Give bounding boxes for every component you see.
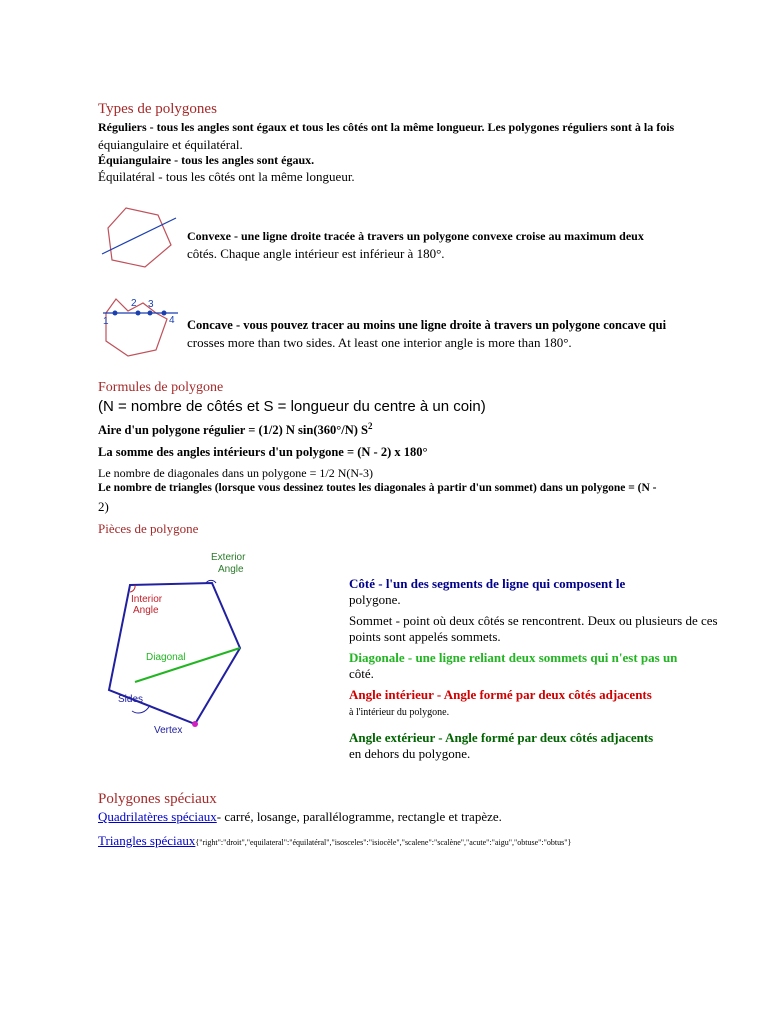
side-bold: Côté - l'un des segments de ligne qui composent le — [349, 576, 626, 591]
exterior-angle-label-2: Angle — [218, 564, 244, 575]
exterior-bold: Angle extérieur - Angle formé par deux côtés adjacents — [349, 730, 654, 745]
intersection-point-2 — [136, 311, 141, 316]
convex-description — [187, 227, 727, 262]
interior-bold: Angle intérieur - Angle formé par deux côtés adjacents — [349, 687, 652, 702]
sides-label: Sides — [118, 694, 144, 705]
regular-line-1: Réguliers - tous les angles sont égaux et tous les côtés ont la même longueur. Les polygones réguliers sont à la fois — [98, 120, 675, 134]
special-triangles-text: {"right":"droit","equilateral":"équilatéral","isosceles":"isiocèle","scalene":"scalène","acute":"aigu","obtuse":"obtus"} — [195, 838, 572, 847]
convex-crossing-line — [102, 218, 176, 254]
diagonal-definition — [349, 650, 749, 682]
vertex-dot — [192, 721, 198, 727]
diagonal-bold: Diagonale - une ligne reliant deux sommets qui n'est pas un — [349, 650, 678, 665]
concave-rest: crosses more than two sides. At least one interior angle is more than 180°. — [187, 335, 572, 350]
convex-polygon-shape — [108, 208, 171, 267]
special-triangles-line — [98, 832, 571, 850]
side-rest: polygone. — [349, 592, 401, 607]
formulas-heading: Formules de polygone — [98, 380, 224, 395]
convex-bold: Convexe - une ligne droite tracée à travers un polygone convexe croise au maximum deux — [187, 229, 644, 243]
interior-angle-label-2: Angle — [133, 605, 159, 616]
concave-polygon-figure — [98, 292, 182, 364]
interior-angle-definition — [349, 687, 749, 721]
area-formula — [98, 421, 373, 438]
formulas-notation: (N = nombre de côtés et S = longueur du centre à un coin) — [98, 398, 486, 415]
triangles-formula-line-2: 2) — [98, 499, 109, 514]
exterior-angle-label: Exterior — [211, 552, 246, 563]
special-quadrilaterals-line — [98, 809, 502, 825]
concave-description — [187, 316, 747, 351]
vertex-label: Vertex — [154, 725, 183, 736]
interior-rest: à l'intérieur du polygone. — [349, 707, 450, 718]
exterior-angle-definition — [349, 730, 749, 762]
diagonal-label: Diagonal — [146, 652, 186, 663]
parts-definitions — [349, 576, 749, 762]
parts-heading: Pièces de polygone — [98, 521, 199, 536]
exterior-rest: en dehors du polygone. — [349, 746, 471, 761]
intersection-point-4 — [162, 311, 167, 316]
regular-line-2: équiangulaire et équilatéral. — [98, 137, 243, 152]
equilateral-text: Équilatéral - tous les côtés ont la même longueur. — [98, 169, 355, 184]
concave-label-4: 4 — [169, 315, 175, 326]
types-heading: Types de polygones — [98, 101, 217, 117]
diagonals-formula: Le nombre de diagonales dans un polygone = 1/2 N(N-3) — [98, 466, 374, 480]
polygon-parts-figure — [98, 545, 273, 740]
equiangular-text: Équiangulaire - tous les angles sont égaux. — [98, 153, 315, 167]
vertex-definition: Sommet - point où deux côtés se rencontrent. Deux ou plusieurs de ces points sont appelés sommets. — [349, 613, 718, 644]
special-quadrilaterals-link[interactable]: Quadrilatères spéciaux — [98, 809, 217, 824]
interior-angle-label: Interior — [131, 594, 163, 605]
convex-rest: côtés. Chaque angle intérieur est inférieur à 180°. — [187, 246, 445, 261]
diagonal-rest: côté. — [349, 666, 374, 681]
side-definition — [349, 576, 749, 608]
special-quadrilaterals-text: - carré, losange, parallélogramme, rectangle et trapèze. — [216, 809, 502, 824]
special-triangles-link[interactable]: Triangles spéciaux — [98, 833, 196, 848]
area-formula-text: Aire d'un polygone régulier = (1/2) N sin(360°/N) S — [98, 423, 369, 438]
concave-label-1: 1 — [103, 316, 109, 327]
triangles-formula-line-1: Le nombre de triangles (lorsque vous dessinez toutes les diagonales à partir d'un sommet) dans un polygone = (N - — [98, 482, 657, 494]
convex-polygon-figure — [98, 205, 178, 273]
special-heading: Polygones spéciaux — [98, 791, 217, 807]
area-formula-exponent: 2 — [368, 421, 373, 431]
concave-label-2: 2 — [131, 298, 137, 309]
angle-sum-formula: La somme des angles intérieurs d'un polygone = (N - 2) x 180° — [98, 445, 428, 459]
intersection-point-3 — [148, 311, 153, 316]
intersection-point-1 — [113, 311, 118, 316]
concave-bold: Concave - vous pouvez tracer au moins une ligne droite à travers un polygone concave qui — [187, 318, 667, 332]
concave-label-3: 3 — [148, 299, 154, 310]
